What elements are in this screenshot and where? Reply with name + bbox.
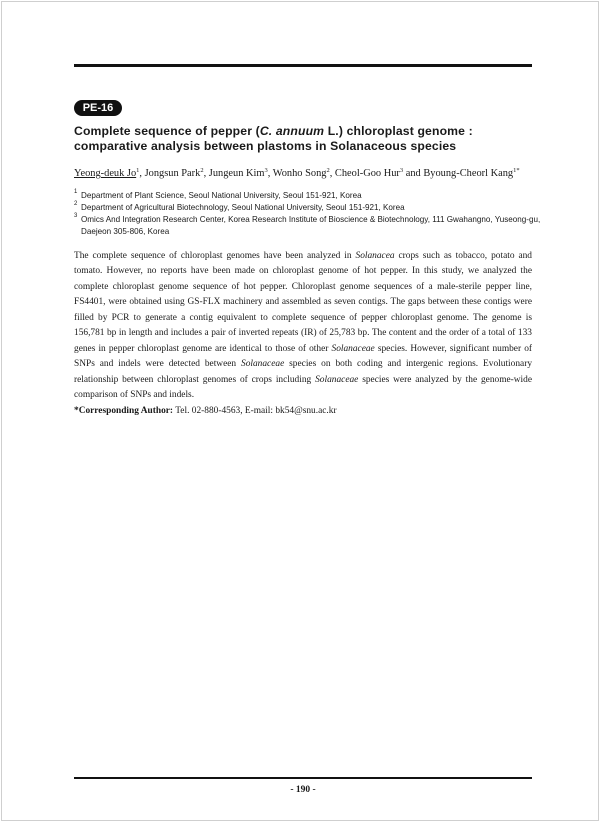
abstract-paragraph — [74, 249, 532, 404]
title-text-end: L.) chloroplast genome : comparative analysis between plastoms in Solanaceous species — [74, 124, 473, 153]
title-species: C. annuum — [259, 124, 325, 138]
affiliation-list — [74, 190, 544, 238]
abstract-text: species on both coding and intergenic regions. Evolutionary relationship between chloroplast genomes of crops including — [74, 359, 533, 385]
paper-title — [74, 124, 544, 154]
affiliation-text: Department of Plant Science, Seoul National University, Seoul 151-921, Korea — [81, 191, 362, 200]
abstract-text: species. However, significant number of SNPs and indels were detected between — [74, 343, 533, 370]
abstract-text: crops such as tobacco, potato and tomato. However, no reports have been made on chloroplast genome of hot pepper. In this study, we analyzed the complete chloroplast genome sequence of hot pepper. Chloroplast genome sequences of a male-sterile pepper line, FS4401, were obtained using GS-FLX machinery and assembled as seven contigs. The gaps between these contigs were filled by PCR to generate a contig equivalent to complete sequence of pepper chloroplast genome. The genome is 156,781 bp in length and includes a pair of inverted repeats (IR) of 25,783 bp. The content and the order of a total of 133 genes in pepper chloroplast genome are identical to those of other — [74, 251, 532, 354]
affiliation-text: Department of Agricultural Biotechnology, Seoul National University, Seoul 151-921, Korea — [81, 203, 405, 212]
affiliation-item — [74, 202, 544, 214]
author-affil-mark: 3 — [399, 167, 404, 174]
author-name: Wonho Song — [272, 168, 327, 179]
abstract-species: Solanaceae — [315, 374, 359, 385]
author-affil-mark: 3 — [264, 167, 268, 174]
affiliation-number: 2 — [74, 201, 78, 207]
abstract-species: Solanacea — [355, 251, 395, 261]
affiliation-number: 3 — [74, 213, 78, 219]
author-affil-mark: 2 — [200, 167, 204, 174]
author-name: Cheol-Goo Hur — [334, 168, 400, 179]
author-affil-mark: 1 — [136, 167, 140, 174]
title-text-start: Complete sequence of pepper ( — [74, 124, 260, 138]
author-list: Yeong-deuk Jo$^1$, Jongsun Park$^2$, Jungeun Kim$^3$, Wonho Song$^2$, Cheol-Goo Hur$^3$ and Byoung-Cheorl Kang$^{1*}$ — [74, 167, 520, 179]
session-badge: PE-16 — [74, 100, 122, 116]
author-name: Yeong-deuk Jo — [74, 168, 137, 179]
header-rule — [74, 64, 532, 67]
abstract-text: The complete sequence of chloroplast genomes have been analyzed in — [74, 251, 356, 261]
affiliation-text: Omics And Integration Research Center, Korea Research Institute of Bioscience & Biotechnology, 111 Gwahangno, Yuseong-gu, Daejeon 305-806, Korea — [81, 215, 541, 236]
author-affil-mark: 1* — [513, 167, 520, 174]
author-name: Byoung-Cheorl Kang — [423, 168, 514, 179]
footer-rule — [74, 777, 532, 779]
page-number: - 190 - — [290, 785, 316, 795]
affiliation-item — [74, 214, 544, 238]
corresponding-label: *Corresponding Author: — [74, 406, 174, 416]
author-name: Jongsun Park — [144, 168, 201, 179]
author-affil-mark: 2 — [326, 167, 330, 174]
affiliation-number: 1 — [74, 189, 78, 195]
abstract-species: Solanaceae — [331, 343, 375, 354]
affiliation-item — [74, 190, 544, 202]
author-conjunction: and — [405, 168, 421, 179]
corresponding-author — [74, 404, 532, 418]
author-name: Jungeun Kim — [208, 168, 265, 179]
abstract-species: Solanaceae — [241, 359, 285, 370]
abstract-text: species were analyzed by the genome-wide comparison of SNPs and indels. — [74, 374, 532, 401]
corresponding-contact: Tel. 02-880-4563, E-mail: bk54@snu.ac.kr — [173, 406, 337, 416]
